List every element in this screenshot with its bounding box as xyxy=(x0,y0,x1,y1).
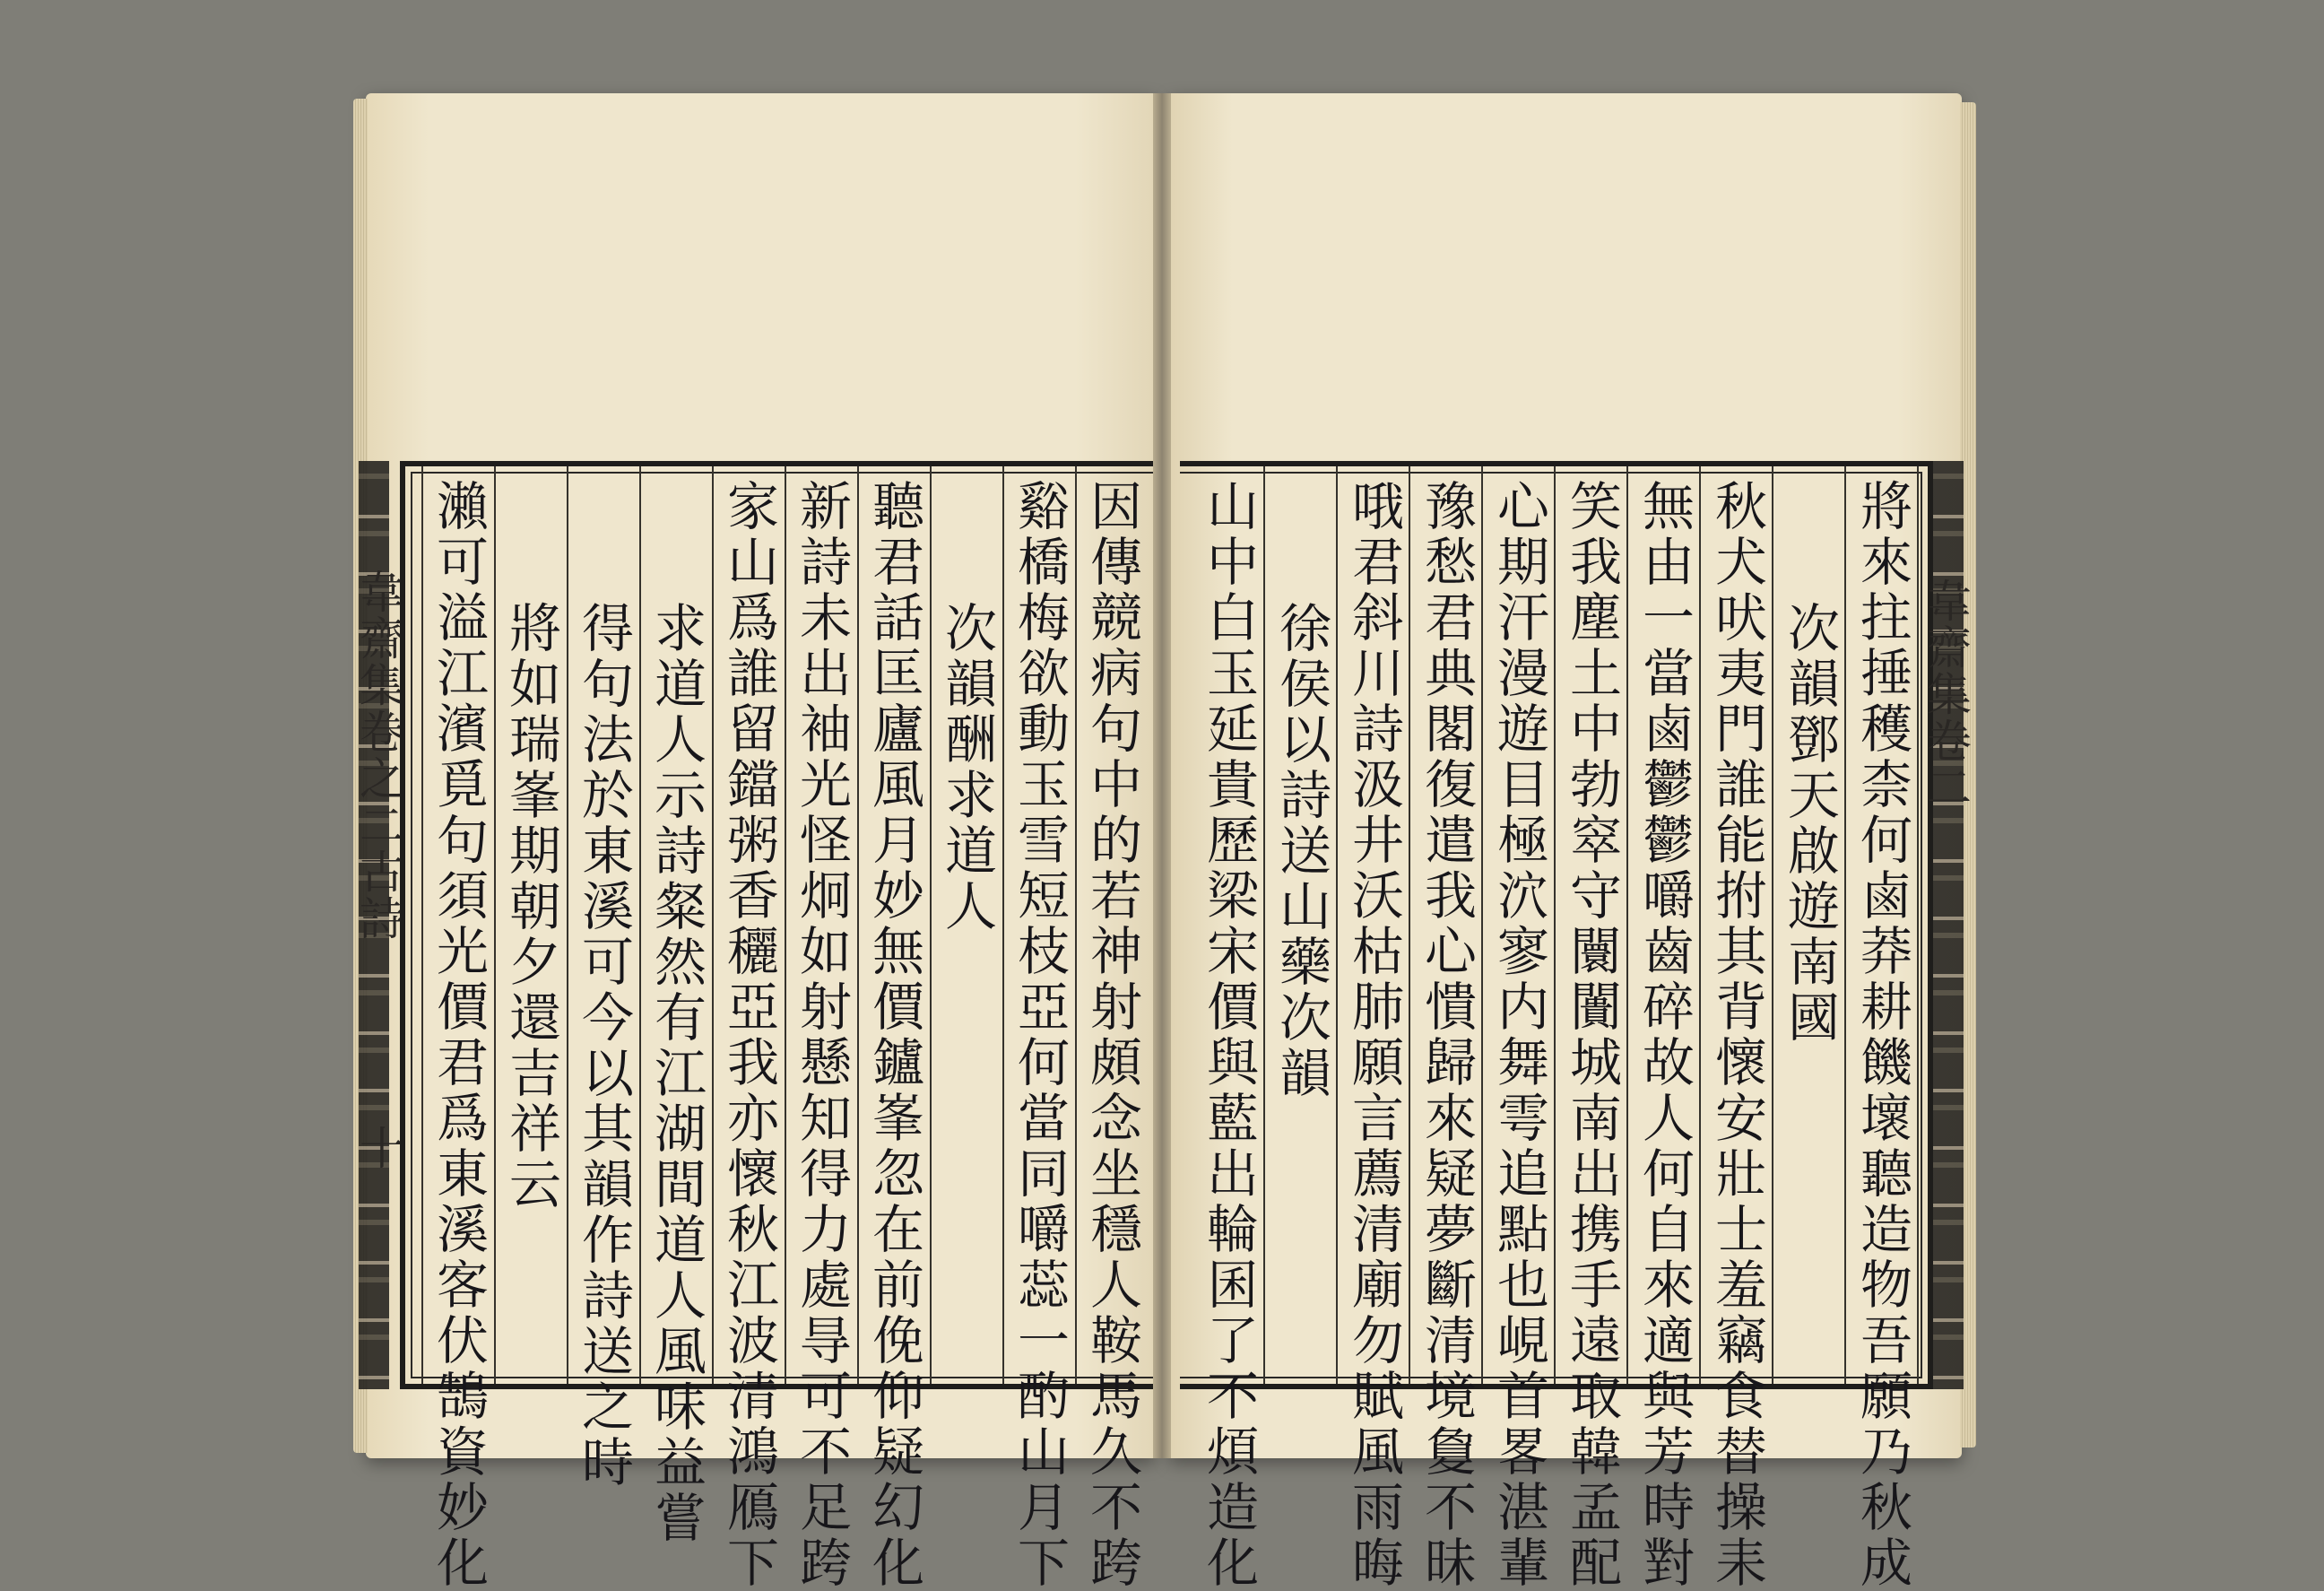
right-page-column: 無由一當鹵鬱鬱嚼齒碎故人何自來適與芳時對 xyxy=(1634,479,1695,1591)
left-page-column: 谿橋梅欲動玉雪短枝亞何當同嚼蕊一酌山月下 xyxy=(1009,479,1070,1591)
left-page-rule xyxy=(785,466,786,1384)
left-page-column: 將如瑞峯期朝夕還吉祥云 xyxy=(500,601,561,1213)
left-spine-title: 韋齋集卷之二古詩 xyxy=(352,569,404,942)
left-page-rule xyxy=(1002,466,1004,1384)
left-page-column: 新詩未出袖光怪炯如射懸知得力處㝵可不足跨 xyxy=(791,479,852,1591)
left-page-rule xyxy=(1075,466,1077,1384)
right-spine-title: 韋齋集卷二 xyxy=(1920,578,1972,811)
right-page-column: 豫愁君典閣復遣我心憒歸來疑夢斷清境敻不昧 xyxy=(1416,479,1477,1591)
right-page-column: 山中白玉延貴歷梁宋價與藍出輪囷了不煩造化 xyxy=(1198,479,1259,1591)
right-page-rule xyxy=(1626,466,1628,1384)
left-page-rule xyxy=(930,466,932,1384)
right-page-rule xyxy=(1409,466,1410,1384)
left-page-rule xyxy=(857,466,859,1384)
right-page-column: 笑我塵土中勃窣守闤闠城南出携手遠取韓孟配 xyxy=(1561,479,1622,1591)
right-page-rule xyxy=(1554,466,1556,1384)
left-page-column: 瀨可溢江濱覓句須光價君爲東溪客伏鵠資妙化 xyxy=(428,479,489,1591)
right-page-column: 心期汗漫遊目極泬寥内舞雩追點也峴首畧湛輩 xyxy=(1488,479,1549,1591)
left-page-column: 得句法於東溪可今以其韻作詩送之時 xyxy=(573,601,634,1491)
right-text-frame xyxy=(1180,461,1933,1591)
left-page-column: 次韻酬求道人 xyxy=(936,601,997,935)
right-page-rule xyxy=(1336,466,1338,1384)
right-page-rule xyxy=(1481,466,1483,1384)
left-page-rule xyxy=(567,466,568,1384)
left-page-rule xyxy=(712,466,714,1384)
right-page-column: 次韻鄧天啟遊南國 xyxy=(1779,601,1840,1046)
book-gutter xyxy=(1153,93,1171,1458)
open-book xyxy=(352,93,1972,1591)
left-page-column: 聽君話匡廬風月妙無價鑪峯忽在前俛仰疑幻化 xyxy=(863,479,924,1591)
right-page-rule xyxy=(1844,466,1846,1384)
left-page-number: 十 xyxy=(352,1125,404,1169)
left-page-column: 因傳競病句中的若神射頗念坐穩人鞍馬久不跨 xyxy=(1081,479,1142,1591)
left-text-frame xyxy=(400,461,1153,1591)
right-page-column: 將來拄捶穫柰何鹵莽耕饑壞聽造物吾願乃秋成 xyxy=(1851,479,1912,1591)
left-page-rule xyxy=(494,466,496,1384)
left-page-column: 家山爲誰留鐺粥香穲亞我亦懷秋江波清鴻鴈下 xyxy=(718,479,779,1591)
right-page-rule xyxy=(1263,466,1265,1384)
left-page-column: 求道人示詩粲然有江湖間道人風味益嘗 xyxy=(646,601,707,1546)
right-page-rule xyxy=(1699,466,1701,1384)
right-page-rule xyxy=(1772,466,1773,1384)
right-page-column: 秋犬吠夷門誰能拊其背懷安壯士羞竊食替操耒 xyxy=(1706,479,1767,1591)
left-page-rule xyxy=(639,466,641,1384)
right-page-column: 徐侯以詩送山藥次韻 xyxy=(1270,601,1331,1101)
left-page-rule xyxy=(421,466,423,1384)
right-page-column: 哦君斜川詩汲井沃枯肺願言薦清廟勿賦風雨晦 xyxy=(1343,479,1404,1591)
